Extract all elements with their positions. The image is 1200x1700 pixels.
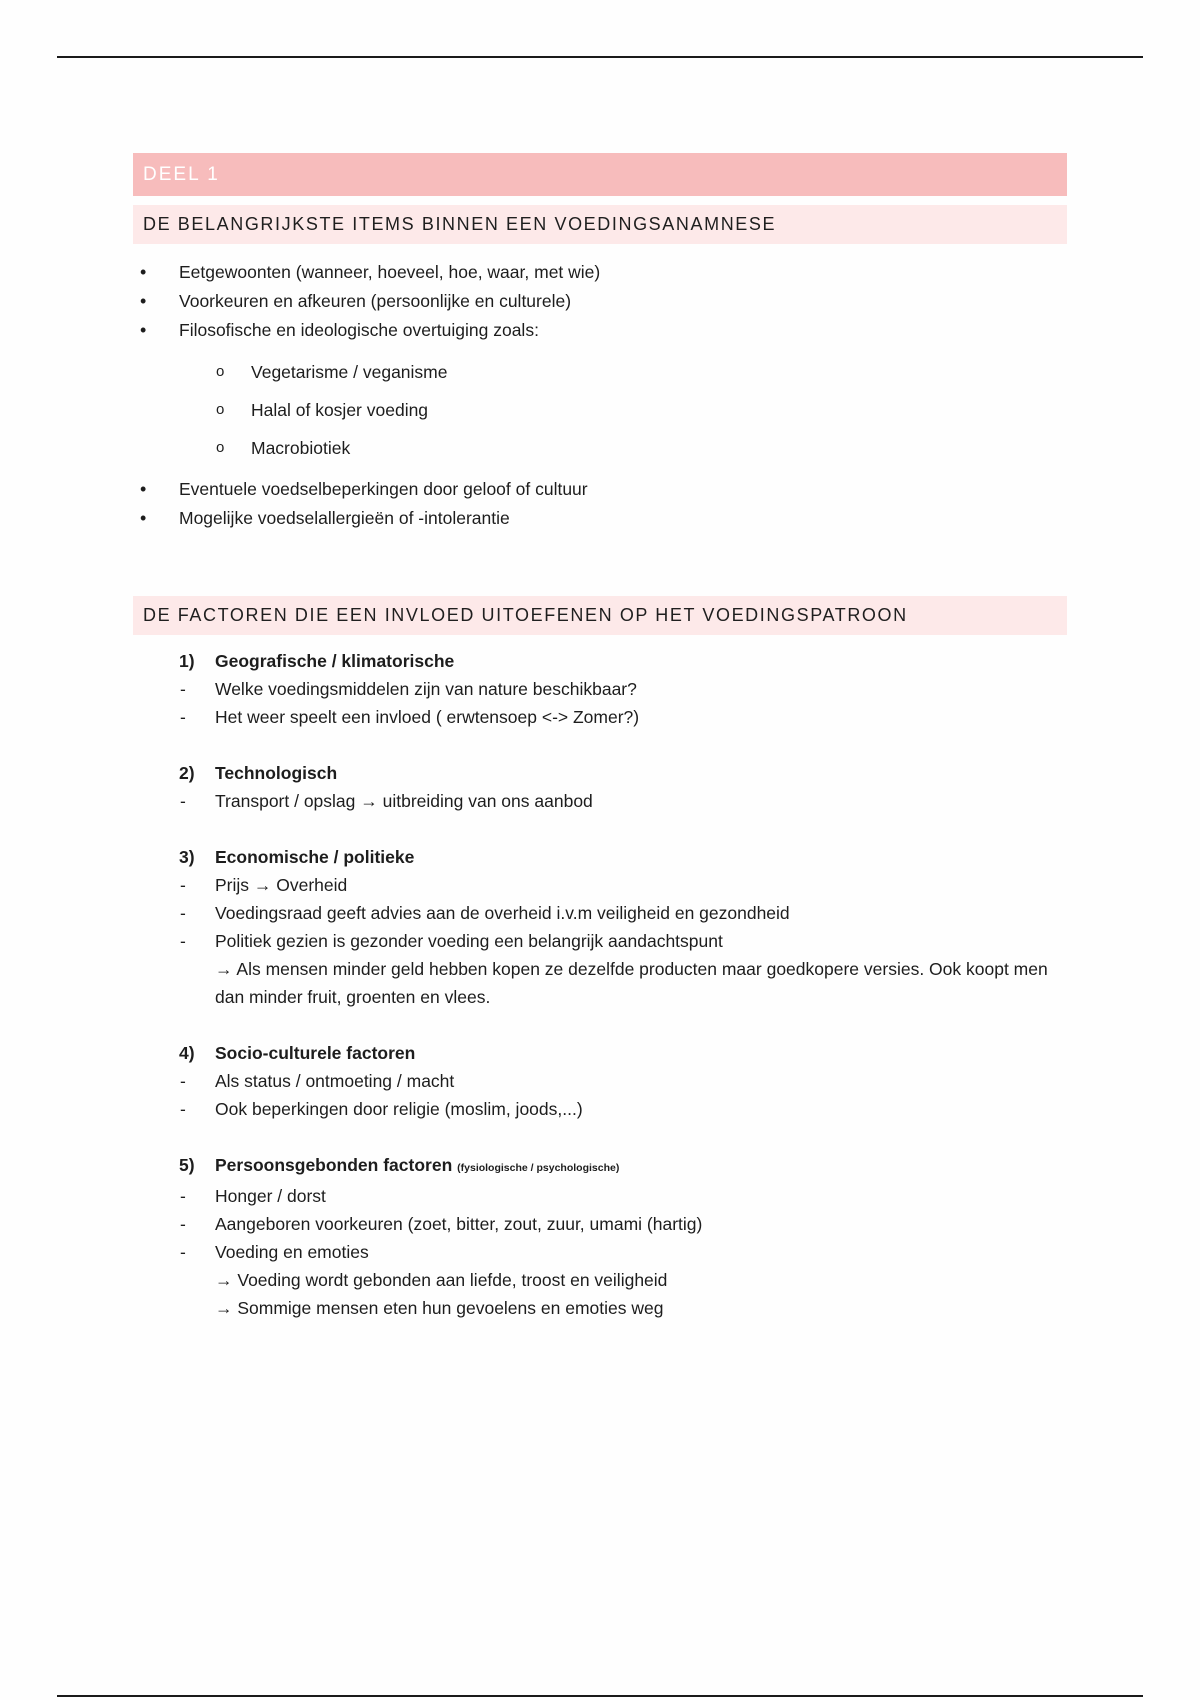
factor-item: - Honger / dorst: [133, 1182, 1067, 1210]
factor-socio-cultureel: [133, 1039, 1067, 1123]
factor-title: Persoonsgebonden factoren: [215, 1155, 453, 1175]
factor-item: - Prijs → Overheid: [133, 871, 1067, 899]
factor-technologisch: [133, 759, 1067, 815]
factor-item: - Voeding en emoties: [133, 1238, 1067, 1266]
factor-item: - Ook beperkingen door religie (moslim, joods,...): [133, 1095, 1067, 1123]
anamnese-list: [133, 258, 1067, 345]
factor-number: 1): [179, 651, 195, 671]
factors-list: [133, 647, 1067, 1322]
factor-economisch: [133, 843, 1067, 1011]
factor-number: 5): [179, 1155, 195, 1175]
factor-persoonsgebonden: [133, 1151, 1067, 1322]
sub-list-item: o Halal of kosjer voeding: [133, 391, 1067, 429]
factor-number: 2): [179, 763, 195, 783]
list-item: • Eetgewoonten (wanneer, hoeveel, hoe, waar, met wie): [133, 258, 1067, 287]
factor-number: 4): [179, 1043, 195, 1063]
part-banner: DEEL 1: [133, 153, 1067, 196]
document-content: [133, 153, 1067, 1322]
factor-note: → Sommige mensen eten hun gevoelens en emoties weg: [215, 1298, 664, 1318]
list-item: • Mogelijke voedselallergieën of -intolerantie: [133, 504, 1067, 533]
section-heading-anamnese: DE BELANGRIJKSTE ITEMS BINNEN EEN VOEDINGSANAMNESE: [133, 205, 1067, 244]
top-rule: [57, 56, 1143, 58]
factor-item: - Als status / ontmoeting / macht: [133, 1067, 1067, 1095]
sub-list-item: o Vegetarisme / veganisme: [133, 353, 1067, 391]
factor-title: Geografische / klimatorische: [215, 651, 455, 671]
factor-title: Technologisch: [215, 763, 338, 783]
factor-title: Economische / politieke: [215, 847, 415, 867]
list-item: • Eventuele voedselbeperkingen door geloof of cultuur: [133, 475, 1067, 504]
ideology-sublist: [133, 353, 1067, 467]
bottom-rule: [57, 1695, 1143, 1697]
factor-note: → Voeding wordt gebonden aan liefde, troost en veiligheid: [215, 1270, 668, 1290]
factor-title: Socio-culturele factoren: [215, 1043, 416, 1063]
factor-item: - Het weer speelt een invloed ( erwtensoep <-> Zomer?): [133, 703, 1067, 731]
section-heading-factoren: DE FACTOREN DIE EEN INVLOED UITOEFENEN OP HET VOEDINGSPATROON: [133, 596, 1067, 635]
factor-item: - Politiek gezien is gezonder voeding een belangrijk aandachtspunt: [133, 927, 1067, 955]
factor-subtitle: (fysiologische / psychologische): [457, 1162, 620, 1174]
factor-number: 3): [179, 847, 195, 867]
factor-geografisch: [133, 647, 1067, 731]
anamnese-list-continued: [133, 475, 1067, 533]
sub-list-item: o Macrobiotiek: [133, 429, 1067, 467]
factor-note: → Als mensen minder geld hebben kopen ze dezelfde producten maar goedkopere versies. Ook koopt men dan minder fruit, groenten en vlees.: [215, 959, 1048, 1007]
factor-item: - Transport / opslag → uitbreiding van ons aanbod: [133, 787, 1067, 815]
factor-item: - Aangeboren voorkeuren (zoet, bitter, zout, zuur, umami (hartig): [133, 1210, 1067, 1238]
factor-item: - Voedingsraad geeft advies aan de overheid i.v.m veiligheid en gezondheid: [133, 899, 1067, 927]
list-item: • Filosofische en ideologische overtuiging zoals:: [133, 316, 1067, 345]
list-item: • Voorkeuren en afkeuren (persoonlijke en culturele): [133, 287, 1067, 316]
factor-item: - Welke voedingsmiddelen zijn van nature beschikbaar?: [133, 675, 1067, 703]
